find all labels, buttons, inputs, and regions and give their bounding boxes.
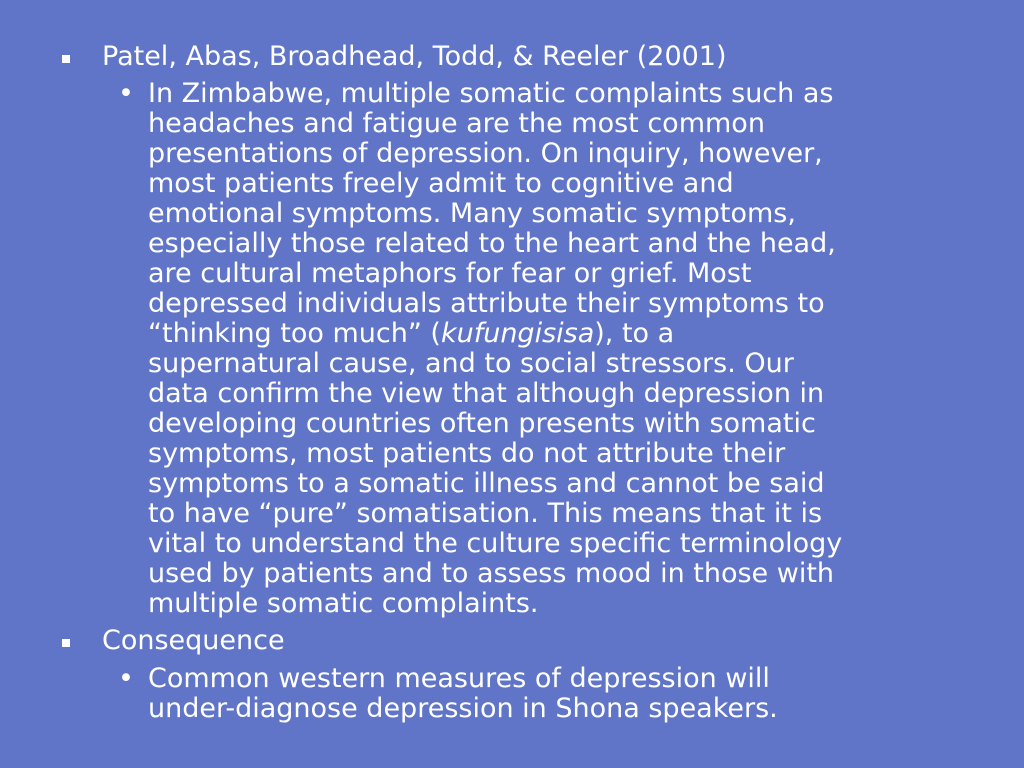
paragraph-line: Common western measures of depression will: [148, 663, 770, 694]
paragraph-line: most patients freely admit to cognitive and: [148, 168, 734, 199]
kufungisisa-term: kufungisisa: [440, 318, 595, 349]
paragraph-line: symptoms to a somatic illness and cannot be said: [148, 468, 825, 499]
square-bullet-icon: [62, 55, 70, 63]
consequence-heading: Consequence: [102, 625, 285, 656]
round-bullet-icon: •: [118, 78, 134, 109]
paragraph-line: vital to understand the culture specific terminology: [148, 528, 843, 559]
paragraph-line: multiple somatic complaints.: [148, 588, 539, 619]
paragraph-line: to have “pure” somatisation. This means that it is: [148, 498, 823, 529]
paragraph-line: In Zimbabwe, multiple somatic complaints such as: [148, 78, 834, 109]
paragraph-line: supernatural cause, and to social stressors. Our: [148, 348, 794, 379]
zimbabwe-paragraph: [148, 79, 842, 619]
paragraph-line: symptoms, most patients do not attribute their: [148, 438, 786, 469]
paragraph-line: data confirm the view that although depression in: [148, 378, 825, 409]
paragraph-line: depressed individuals attribute their symptoms to: [148, 288, 825, 319]
line-part: “thinking too much” (: [148, 318, 441, 349]
paragraph-line: used by patients and to assess mood in those with: [148, 558, 835, 589]
western-measures-paragraph: [148, 664, 778, 724]
paragraph-line: are cultural metaphors for fear or grief. Most: [148, 258, 752, 289]
paragraph-line: emotional symptoms. Many somatic symptoms,: [148, 198, 796, 229]
paragraph-line: under-diagnose depression in Shona speakers.: [148, 693, 778, 724]
paragraph-line-kufungisisa: [148, 319, 842, 349]
paragraph-line: developing countries often presents with somatic: [148, 408, 816, 439]
square-bullet-icon: [62, 639, 70, 647]
round-bullet-icon: •: [118, 663, 134, 694]
paragraph-line: especially those related to the heart and the head,: [148, 228, 836, 259]
paragraph-line: headaches and fatigue are the most common: [148, 108, 765, 139]
line-part: ), to a: [594, 318, 675, 349]
paragraph-line: presentations of depression. On inquiry, however,: [148, 138, 823, 169]
citation-heading: Patel, Abas, Broadhead, Todd, & Reeler (2001): [102, 41, 727, 72]
